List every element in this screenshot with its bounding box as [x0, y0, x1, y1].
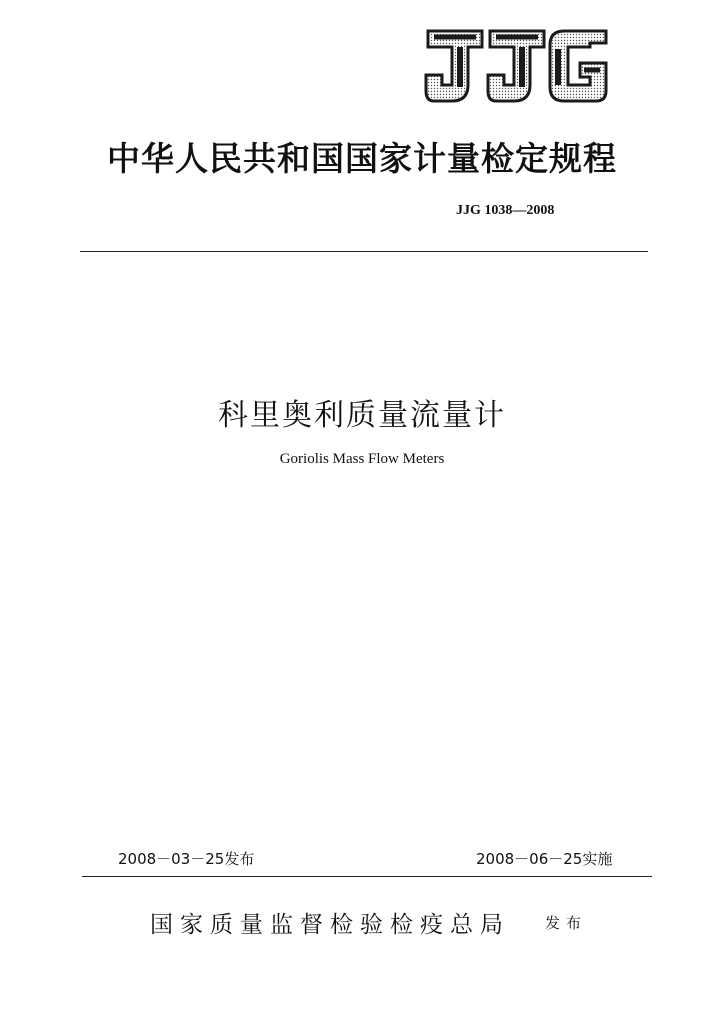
- header-divider: [80, 251, 648, 252]
- logo-letter-j1: [426, 31, 482, 101]
- issue-date: 2008－03－25发布: [118, 850, 255, 868]
- publisher-name: 国家质量监督检验检疫总局: [150, 912, 510, 938]
- footer-divider: [82, 876, 652, 877]
- document-title-english: Goriolis Mass Flow Meters: [279, 451, 445, 467]
- document-title-chinese: 科里奥利质量流量计: [218, 398, 506, 433]
- standard-number: JJG 1038—2008: [456, 203, 555, 218]
- effective-date: 2008－06－25实施: [476, 850, 613, 868]
- publisher-action: 发布: [545, 914, 588, 932]
- jjg-logo: [424, 27, 610, 105]
- standard-category-title: 中华人民共和国国家计量检定规程: [107, 139, 617, 178]
- jjg-logo-mark: [424, 27, 610, 105]
- logo-letter-j2: [488, 31, 544, 101]
- logo-letter-g: [550, 31, 606, 101]
